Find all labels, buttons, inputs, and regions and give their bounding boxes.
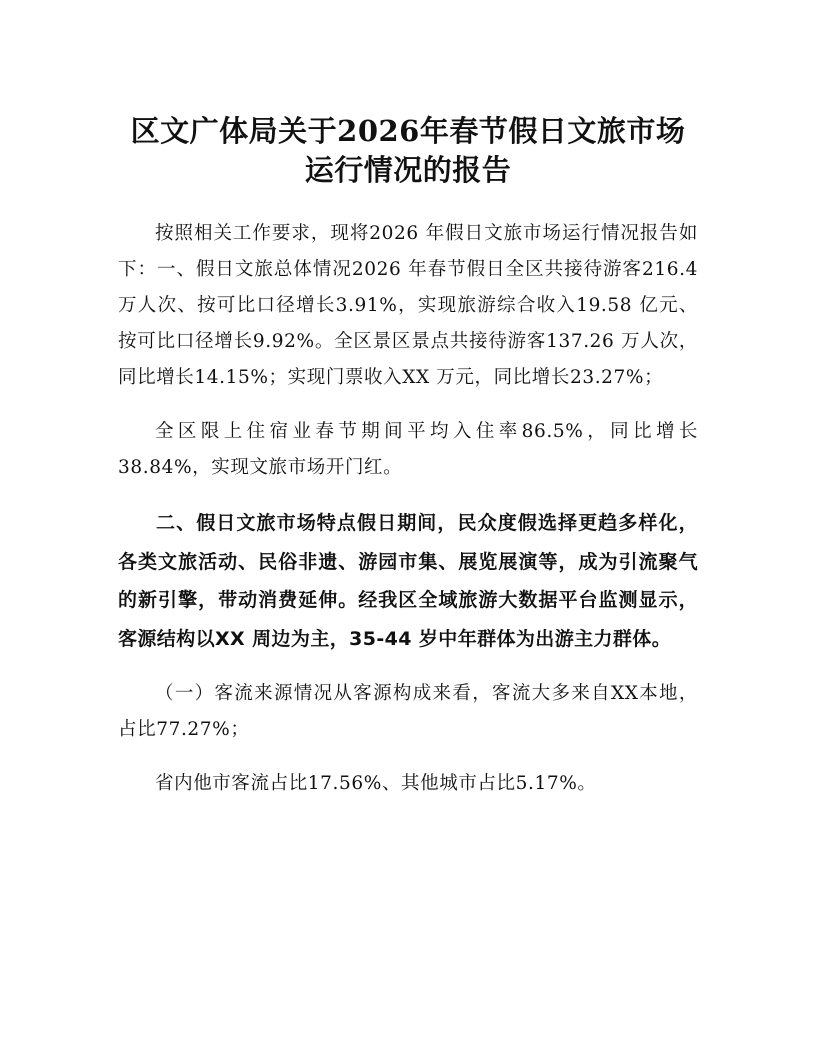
paragraph-overview: 按照相关工作要求，现将2026 年假日文旅市场运行情况报告如下：一、假日文旅总体情况2026 年春节假日全区共接待游客216.4 万人次、按可比口径增长3.91%，实现旅游综合收入19.58 亿元、按可比口径增长9.92%。全区景区景点共接待游客137.26 万人次，同比增长14.15%；实现门票收入XX 万元，同比增长23.27%； xyxy=(118,223,698,388)
document-title: 区文广体局关于2026年春节假日文旅市场运行情况的报告 xyxy=(130,114,686,187)
document-page xyxy=(118,112,698,802)
paragraph-visitor-share: 省内他市客流占比17.56%、其他城市占比5.17%。 xyxy=(155,773,597,794)
paragraph-accommodation: 全区限上住宿业春节期间平均入住率86.5%，同比增长38.84%，实现文旅市场开门红。 xyxy=(118,421,698,478)
paragraph-market-features: 二、假日文旅市场特点假日期间，民众度假选择更趋多样化，各类文旅活动、民俗非遗、游园市集、展览展演等，成为引流聚气的新引擎，带动消费延伸。经我区全域旅游大数据平台监测显示，客源结构以XX 周边为主，35-44 岁中年群体为出游主力群体。 xyxy=(118,512,698,650)
paragraph-visitor-source: （一）客流来源情况从客源构成来看，客流大多来自XX本地，占比77.27%； xyxy=(118,683,698,740)
